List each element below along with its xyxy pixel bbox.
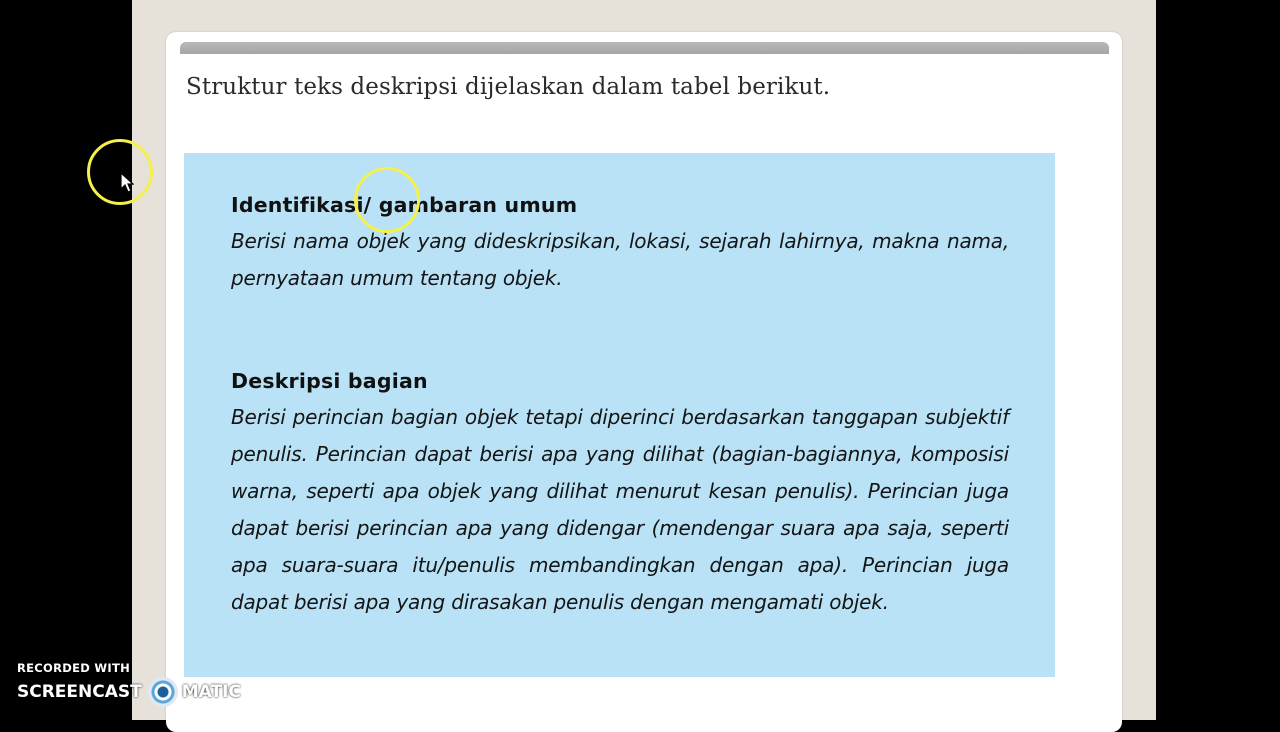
intro-text: Struktur teks deskripsi dijelaskan dalam tabel berikut. [186,74,831,100]
section-identifikasi [231,193,1009,297]
page-top-bar [180,42,1109,54]
watermark-brand-right: MATIC [181,682,241,702]
section-body: Berisi perincian bagian objek tetapi diperinci berdasarkan tanggapan subjektif penulis. Perincian dapat berisi apa yang dilihat (bagian-bagiannya, komposisi warna, seperti apa objek yang dilihat menurut kesan penulis). Perincian juga dapat berisi perincian apa yang didengar (mendengar suara apa saja, seperti apa suara-suara itu/penulis membandingkan dengan apa). Perincian juga dapat berisi apa yang dirasakan penulis dengan mengamati objek. [231,405,1009,614]
section-title: Identifikasi/ gambaran umum [231,193,578,217]
click-highlight-ring [354,167,420,233]
structure-table-panel [184,153,1055,677]
section-title: Deskripsi bagian [231,369,428,393]
section-deskripsi-bagian [231,369,1009,621]
screencast-o-matic-watermark [17,680,241,704]
section-body: Berisi nama objek yang dideskripsikan, lokasi, sejarah lahirnya, makna nama, pernyataan umum tentang objek. [231,229,1009,290]
mouse-pointer-icon [120,172,134,194]
screencast-logo-icon [148,677,178,707]
watermark-brand-left: SCREENCAST [17,682,142,702]
watermark-recorded-with: RECORDED WITH [17,661,131,675]
